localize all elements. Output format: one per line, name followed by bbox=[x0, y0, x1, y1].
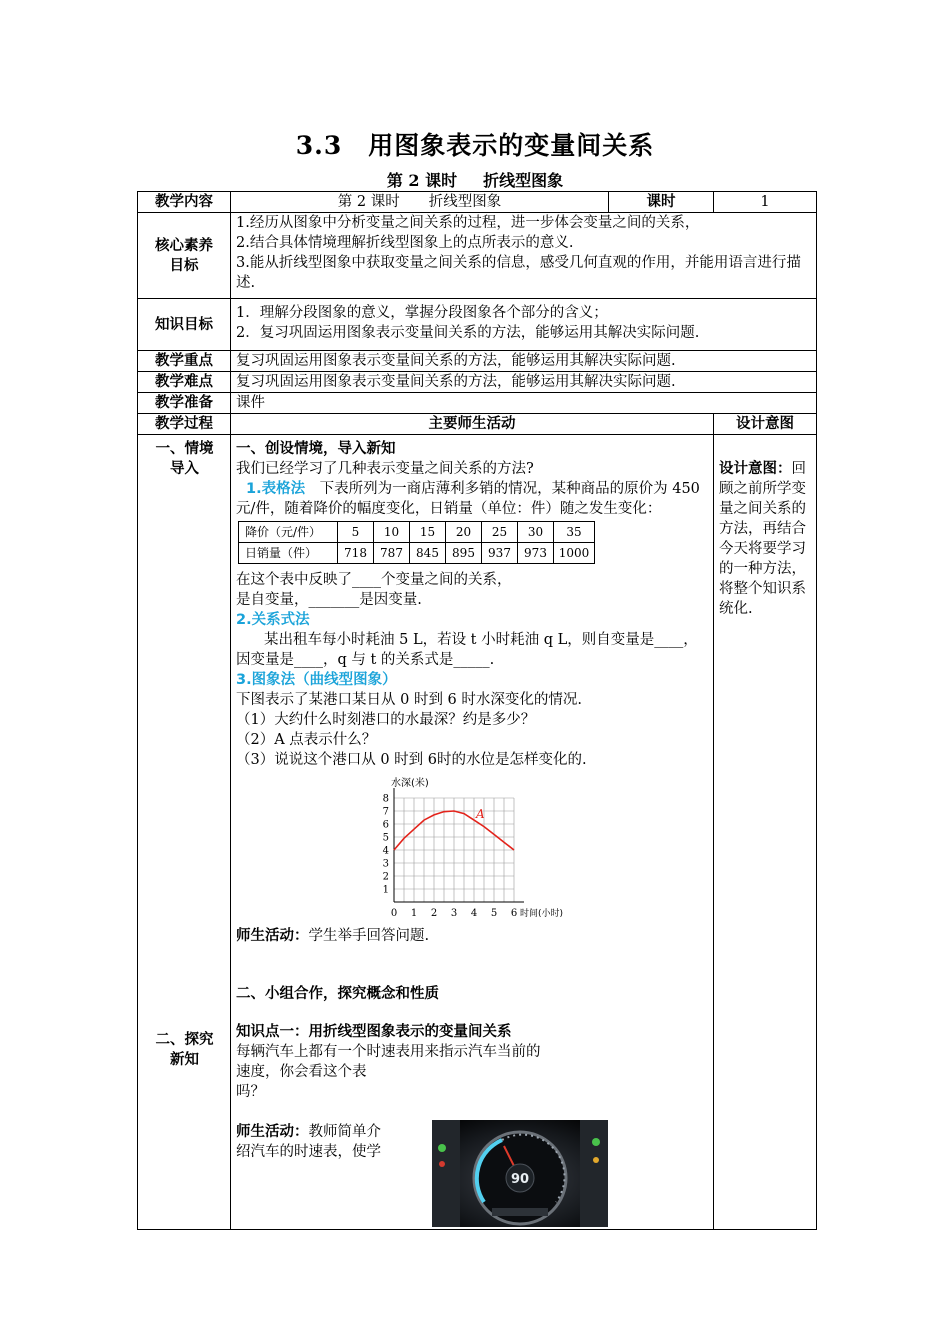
gauge-left-panel bbox=[432, 1120, 460, 1227]
gauge-bottom-display bbox=[492, 1208, 548, 1216]
row-content bbox=[138, 192, 817, 213]
x-axis-label: 时间(小时) bbox=[520, 909, 564, 919]
row-difficult bbox=[138, 372, 817, 393]
y-tick-label: 5 bbox=[382, 832, 389, 844]
speedometer-image bbox=[432, 1120, 608, 1227]
sales-cell: 973 bbox=[518, 543, 554, 564]
method1-paragraph bbox=[236, 479, 708, 519]
chart-question-2: （2）A 点表示什么？ bbox=[236, 732, 377, 748]
x-tick-label: 5 bbox=[490, 908, 498, 919]
row-key bbox=[138, 351, 817, 372]
activity-header: 主要师生活动 bbox=[231, 414, 714, 435]
sales-cell: 1000 bbox=[554, 543, 595, 564]
indicator-light-icon bbox=[592, 1138, 600, 1146]
content-value: 第 2 课时 折线型图象 bbox=[231, 192, 609, 213]
indicator-light-icon bbox=[439, 1161, 445, 1167]
y-tick-label: 4 bbox=[382, 845, 389, 857]
row-process-header bbox=[138, 414, 817, 435]
sales-row2-label: 日销量（件） bbox=[239, 543, 338, 564]
sales-cell: 937 bbox=[482, 543, 518, 564]
indicator-light-icon bbox=[438, 1144, 446, 1152]
sales-table bbox=[238, 521, 595, 564]
period-value: 1 bbox=[714, 192, 817, 213]
method1-title: 1.表格法 bbox=[246, 481, 306, 497]
stage1-label: 一、情境 导入 bbox=[155, 441, 214, 477]
water-depth-chart bbox=[374, 776, 584, 926]
kp1-text-2: 速度，你会看这个表 bbox=[236, 1064, 367, 1080]
subtitle-topic: 折线型图象 bbox=[483, 171, 564, 190]
chart-question-1: （1）大约什么时刻港口的水最深？约是多少？ bbox=[236, 712, 536, 728]
key-value: 复习巩固运用图象表示变量间关系的方法，能够运用其解决实际问题. bbox=[231, 351, 817, 372]
kp1-text-1: 每辆汽车上都有一个时速表用来指示汽车当前的 bbox=[236, 1044, 541, 1060]
difficult-value: 复习巩固运用图象表示变量间关系的方法，能够运用其解决实际问题. bbox=[231, 372, 817, 393]
y-tick-label: 8 bbox=[382, 793, 389, 805]
row-knowledge bbox=[138, 299, 817, 351]
prep-value: 课件 bbox=[231, 393, 817, 414]
y-tick-label: 1 bbox=[382, 884, 389, 896]
core-label: 核心素养 目标 bbox=[138, 213, 231, 299]
method3-title: 3.图象法（曲线型图象） bbox=[236, 672, 397, 688]
row-prep bbox=[138, 393, 817, 414]
x-tick-label: 3 bbox=[450, 908, 458, 919]
gauge-right-panel bbox=[580, 1120, 608, 1227]
chart-question-3: （3）说说这个港口从 0 时到 6时的水位是怎样变化的. bbox=[236, 752, 587, 768]
stage1-activity: 师生活动：学生举手回答问题. bbox=[236, 928, 430, 944]
subtitle-period: 第 2 课时 bbox=[386, 171, 458, 190]
kp1-text-3: 吗？ bbox=[236, 1084, 265, 1100]
y-tick-label: 7 bbox=[382, 806, 389, 818]
y-axis-label: 水深(米) bbox=[391, 778, 429, 789]
design-note: 设计意图：回顾之前所学变量之间关系的方法，再结合今天将要学习的一种方法，将整个知识系统化. bbox=[719, 461, 806, 617]
period-label: 课时 bbox=[609, 192, 714, 213]
method2-text: 某出租车每小时耗油 5 L，若设 t 小时耗油 q L，则自变量是____，因变量是____，q 与 t 的关系式是_____. bbox=[236, 632, 698, 668]
sales-cell: 895 bbox=[446, 543, 482, 564]
x-tick-label: 0 bbox=[390, 908, 398, 919]
page-subtitle bbox=[0, 168, 950, 191]
y-tick-label: 3 bbox=[382, 858, 389, 870]
stage2-label: 二、探究 新知 bbox=[155, 1032, 214, 1068]
sales-cell: 787 bbox=[374, 543, 410, 564]
core-goals: 1.经历从图象中分析变量之间关系的过程，进一步体会变量之间的关系， 2.结合具体情境理解折线型图象上的点所表示的意义. 3.能从折线型图象中获取变量之间关系的信息，感受几何直观的作用，并能用语言进行描述. bbox=[231, 213, 817, 299]
stage2-heading: 二、小组合作，探究概念和性质 bbox=[236, 986, 439, 1002]
knowledge-label: 知识目标 bbox=[138, 299, 231, 351]
point-a-label: A bbox=[476, 807, 485, 822]
x-tick-label: 1 bbox=[410, 908, 418, 919]
method2-title: 2.关系式法 bbox=[236, 612, 310, 628]
sales-cell: 845 bbox=[410, 543, 446, 564]
gauge-reading: 90 bbox=[510, 1172, 530, 1187]
design-cell bbox=[714, 435, 817, 1230]
stage1-heading: 一、创设情境，导入新知 bbox=[236, 441, 396, 457]
y-tick-label: 6 bbox=[382, 819, 389, 831]
x-tick-label: 2 bbox=[430, 908, 438, 919]
difficult-label: 教学难点 bbox=[138, 372, 231, 393]
method3-text: 下图表示了某港口某日从 0 时到 6 时水深变化的情况. bbox=[236, 692, 582, 708]
method1-text: 下表所列为一商店薄利多销的情况，某种商品的原价为 450 元/件，随着降价的幅度变化，日销量（单位：件）随之发生变化： bbox=[236, 481, 700, 517]
sales-cell: 35 bbox=[554, 522, 595, 543]
indicator-light-icon bbox=[593, 1157, 599, 1163]
process-label: 教学过程 bbox=[138, 414, 231, 435]
row-core bbox=[138, 213, 817, 299]
knowledge-point-1: 知识点一：用折线型图象表示的变量间关系 bbox=[236, 1024, 512, 1040]
knowledge-goals: 1．理解分段图象的意义，掌握分段图象各个部分的含义； 2．复习巩固运用图象表示变量间关系的方法，能够运用其解决实际问题. bbox=[231, 299, 817, 351]
prep-label: 教学准备 bbox=[138, 393, 231, 414]
key-label: 教学重点 bbox=[138, 351, 231, 372]
table-question-2: 是自变量，_______是因变量. bbox=[236, 592, 422, 608]
page-title: 3.3 用图象表示的变量间关系 bbox=[295, 131, 655, 160]
row-process-body bbox=[138, 435, 817, 1230]
sales-row-volume bbox=[239, 543, 595, 564]
lesson-plan-table bbox=[137, 191, 817, 1230]
x-tick-label: 4 bbox=[470, 908, 478, 919]
activity-cell bbox=[231, 435, 714, 1230]
sales-row1-label: 降价（元/件） bbox=[239, 522, 338, 543]
sales-cell: 718 bbox=[338, 543, 374, 564]
stage-labels bbox=[138, 435, 231, 1230]
sales-cell: 5 bbox=[338, 522, 374, 543]
design-header: 设计意图 bbox=[714, 414, 817, 435]
stage1-intro: 我们已经学习了几种表示变量之间关系的方法? bbox=[236, 461, 534, 477]
stage2-activity-2: 绍汽车的时速表，使学 bbox=[236, 1144, 381, 1160]
sales-cell: 15 bbox=[410, 522, 446, 543]
sales-row-price bbox=[239, 522, 595, 543]
y-tick-label: 2 bbox=[382, 871, 389, 883]
sales-cell: 25 bbox=[482, 522, 518, 543]
content-label: 教学内容 bbox=[138, 192, 231, 213]
sales-cell: 20 bbox=[446, 522, 482, 543]
sales-cell: 30 bbox=[518, 522, 554, 543]
table-question-1: 在这个表中反映了____个变量之间的关系， bbox=[236, 572, 512, 588]
sales-cell: 10 bbox=[374, 522, 410, 543]
stage2-activity: 师生活动：教师简单介 bbox=[236, 1124, 381, 1140]
x-tick-label: 6 bbox=[510, 908, 518, 919]
